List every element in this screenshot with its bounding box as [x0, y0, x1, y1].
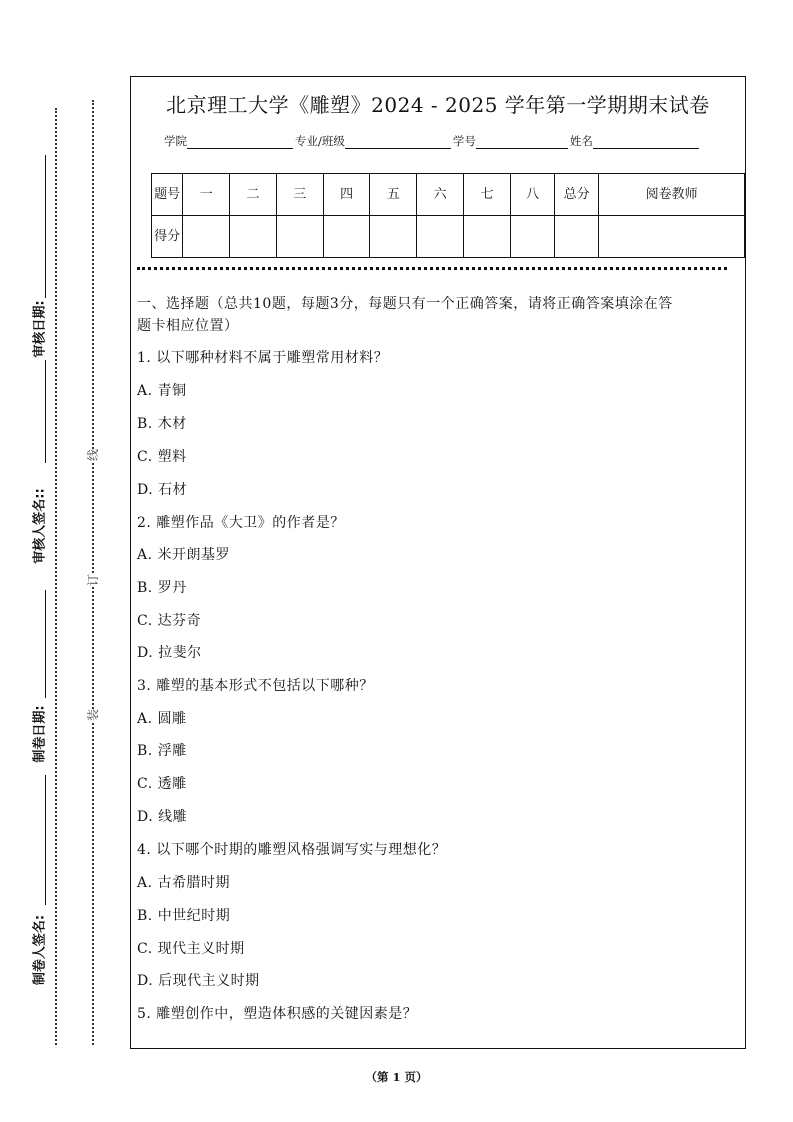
score-table: [151, 173, 745, 258]
college-label: 学院: [164, 134, 187, 148]
row-header: 得分: [152, 216, 183, 258]
option[interactable]: A. 圆雕: [137, 711, 187, 727]
score-cell[interactable]: [555, 216, 599, 258]
option[interactable]: B. 中世纪时期: [137, 908, 231, 924]
binding-char-bind: 装: [86, 708, 101, 722]
paper-author-signature-label: 制卷人签名:: [32, 914, 48, 986]
score-cell[interactable]: [230, 216, 277, 258]
row-header: 题号: [152, 174, 183, 216]
option[interactable]: C. 塑料: [137, 449, 187, 465]
binding-char-staple: 订: [86, 573, 101, 587]
signature-line: [45, 360, 46, 463]
binding-dotted-line: [92, 100, 94, 1045]
exam-frame: [130, 76, 746, 1049]
reviewer-signature-label: 审核人签名::: [32, 488, 48, 564]
student-info-row: [164, 133, 701, 149]
question: 3. 雕塑的基本形式不包括以下哪种？: [137, 678, 374, 694]
option[interactable]: A. 米开朗基罗: [137, 547, 231, 563]
score-cell[interactable]: [599, 216, 745, 258]
option[interactable]: B. 浮雕: [137, 743, 187, 759]
column-header: 八: [510, 174, 554, 216]
question: 5. 雕塑创作中，塑造体积感的关键因素是？: [137, 1006, 418, 1022]
page-title: 北京理工大学《雕塑》2024 - 2025 学年第一学期期末试卷: [166, 93, 710, 117]
option[interactable]: D. 拉斐尔: [137, 645, 202, 661]
score-cell[interactable]: [464, 216, 511, 258]
score-cell[interactable]: [417, 216, 464, 258]
option[interactable]: C. 达芬奇: [137, 613, 202, 629]
score-cell[interactable]: [276, 216, 323, 258]
paper-date-label: 制卷日期:: [32, 705, 48, 763]
table-row: [152, 216, 745, 258]
option[interactable]: C. 透雕: [137, 776, 187, 792]
binding-char-line: 线: [86, 448, 101, 462]
score-cell[interactable]: [323, 216, 370, 258]
column-header: 总分: [555, 174, 599, 216]
section-heading: 题卡相应位置）: [137, 318, 239, 334]
column-header: 三: [276, 174, 323, 216]
dotted-line: [55, 108, 57, 1045]
major-class-label: 专业/班级: [295, 134, 345, 148]
review-date-label: 审核日期:: [32, 300, 48, 358]
option[interactable]: A. 青铜: [137, 383, 187, 399]
option[interactable]: D. 线雕: [137, 809, 188, 825]
column-header: 四: [323, 174, 370, 216]
section-heading: 一、选择题（总共10题，每题3分，每题只有一个正确答案，请将正确答案填涂在答: [137, 296, 673, 312]
signature-line: [45, 775, 46, 905]
column-header: 六: [417, 174, 464, 216]
column-header: 二: [230, 174, 277, 216]
dotted-separator: [137, 267, 727, 270]
score-cell[interactable]: [510, 216, 554, 258]
option[interactable]: B. 木材: [137, 416, 187, 432]
college-field[interactable]: [187, 136, 293, 149]
signature-line: [45, 590, 46, 698]
score-cell[interactable]: [183, 216, 230, 258]
score-cell[interactable]: [370, 216, 417, 258]
column-header: 阅卷教师: [599, 174, 745, 216]
option[interactable]: D. 后现代主义时期: [137, 973, 260, 989]
name-label: 姓名: [569, 134, 593, 148]
column-header: 一: [183, 174, 230, 216]
question: 1. 以下哪种材料不属于雕塑常用材料？: [137, 350, 389, 366]
signature-line: [45, 155, 46, 298]
page-number: （第 1 页）: [365, 1070, 428, 1084]
question: 2. 雕塑作品《大卫》的作者是？: [137, 515, 345, 531]
option[interactable]: D. 石材: [137, 482, 188, 498]
table-row: [152, 174, 745, 216]
option[interactable]: C. 现代主义时期: [137, 941, 245, 957]
option[interactable]: B. 罗丹: [137, 580, 187, 596]
column-header: 七: [464, 174, 511, 216]
option[interactable]: A. 古希腊时期: [137, 875, 231, 891]
major-class-field[interactable]: [345, 136, 451, 149]
student-id-label: 学号: [452, 134, 476, 148]
question: 4. 以下哪个时期的雕塑风格强调写实与理想化？: [137, 842, 447, 858]
column-header: 五: [370, 174, 417, 216]
name-field[interactable]: [593, 136, 699, 149]
student-id-field[interactable]: [476, 136, 568, 149]
